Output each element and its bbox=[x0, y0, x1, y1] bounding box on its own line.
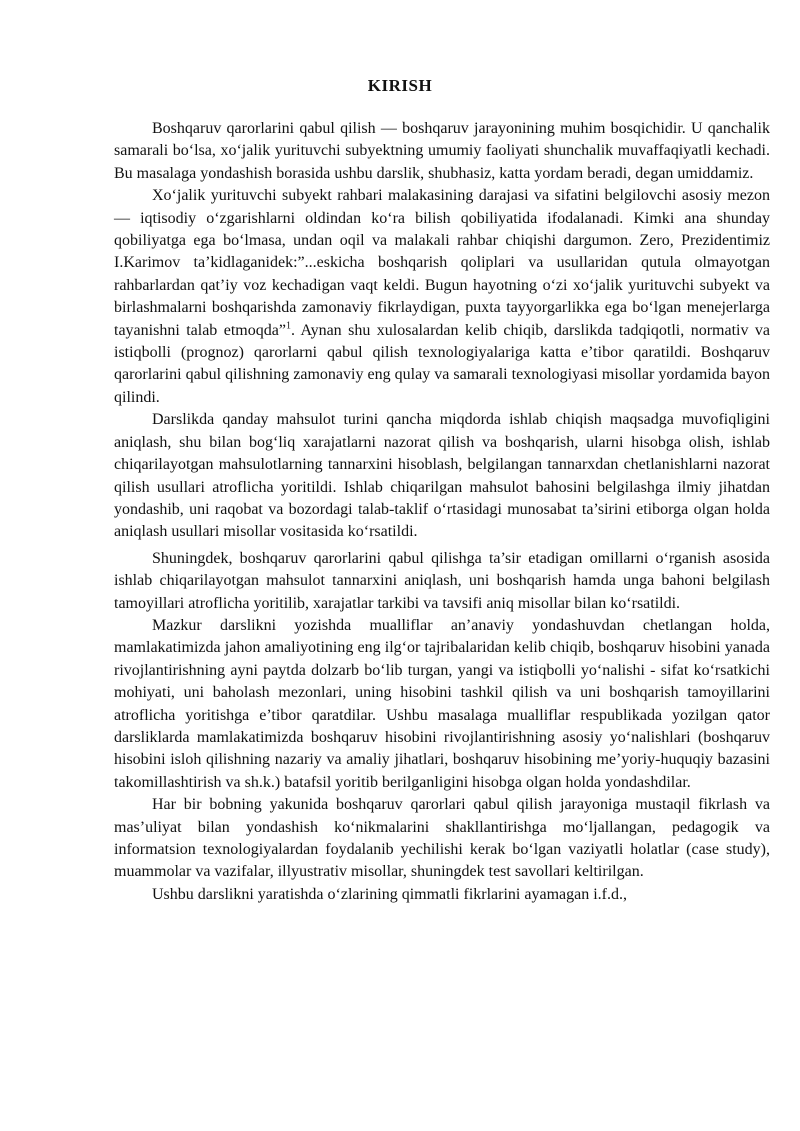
paragraph-3: Darslikda qanday mahsulot turini qancha miqdorda ishlab chiqish maqsadga muvofiqligini aniqlash, shu bilan bog‘liq xarajatlarni nazorat qilish va boshqarish, ularni hisobga olish, ishlab chiqarilayotgan mahsulotlarning tannarxini hisoblash, belgilangan tannarxdan chetlanishlarni nazorat qilish usullari atroflicha yoritildi. Ishlab chiqarilgan mahsulot bahosini belgilashga ilmiy jihatdan yondashib, uni raqobat va bozordagi talab-taklif o‘rtasidagi munosabat ta’sirini etiborga olgan holda aniqlash usullari misollar vositasida ko‘rsatildi. bbox=[114, 411, 770, 541]
paragraph-2-text: Xo‘jalik yurituvchi subyekt rahbari malakasining darajasi va sifatini belgilovchi asosiy mezon — iqtisodiy o‘zgarishlarni oldindan ko‘ra bilish qobiliyatida ifodalanadi. Kimki ana shunday qobiliyatga ega bo‘lmasa, undan oqil va malakali rahbar chiqishi dargumon. Zero, Prezidentimiz I.Karimov ta’kidlaganidek:”...eskicha boshqarish qoliplari va usullaridan qutula olmayotgan rahbarlardan qat’iy voz kechadigan vaqt keldi. Bugun hayotning o‘zi xo‘jalik yurituvchi subyekt va birlashmalarni boshqarishda zamonaviy fikrlaydigan, puxta tayyorgarlikka ega bo‘lgan menejerlarga tayanishni talab etmoqda” bbox=[114, 187, 770, 339]
paragraph-6: Har bir bobning yakunida boshqaruv qarorlari qabul qilish jarayoniga mustaqil fikrlash va mas’uliyat bilan yondashish ko‘nikmalarini shakllantirishga mo‘ljallangan, pedagogik va informatsion texnologiyalardan foydalanib yechilishi kerak bo‘lgan vaziyatli holatlar (case study), muammolar va vazifalar, illyustrativ misollar, shuningdek test savollari keltirilgan. bbox=[114, 796, 770, 881]
paragraph-2 bbox=[114, 185, 770, 409]
paragraph-2-continuation: . Aynan shu xulosalardan kelib chiqib, darslikda tadqiqotli, normativ va istiqbolli (prognoz) qarorlarni qabul qilish texnologiyalariga katta e’tibor qaratildi. Boshqaruv qarorlarini qabul qilishning zamonaviy eng qulay va samarali texnologiyasi misollar yordamida bayon qilindi. bbox=[114, 321, 770, 406]
paragraph-4: Shuningdek, boshqaruv qarorlarini qabul qilishga ta’sir etadigan omillarni o‘rganish asosida ishlab chiqarilayotgan mahsulot tannarxini aniqlash, uni boshqarish hamda unga bahoni belgilash tamoyillari atroflicha yoritilib, xarajatlar tarkibi va tavsifi aniq misollar bilan ko‘rsatildi. bbox=[114, 549, 770, 612]
footnote-marker: 1 bbox=[285, 320, 291, 332]
paragraph-7: Ushbu darslikni yaratishda o‘zlarining qimmatli fikrlarini ayamagan i.f.d., bbox=[152, 885, 627, 903]
page-title: KIRISH bbox=[367, 76, 433, 95]
paragraph-5: Mazkur darslikni yozishda mualliflar an’anaviy yondashuvdan chetlangan holda, mamlakatimizda jahon amaliyotining eng ilg‘or tajribalaridan kelib chiqib, boshqaruv hisobini yanada rivojlantirishning ayni paytda dolzarb bo‘lib turgan, yangi va istiqbolli yo‘nalishi - sifat ko‘rsatkichi mohiyati, uni baholash mezonlari, uning hisobini tashkil qilish va uni boshqarish tamoyillarini atroflicha yoritishga e’tibor qaratdilar. Ushbu masalaga mualliflar respublikada yozilgan qator darsliklarda mamlakatimizda boshqaruv hisobini rivojlantirishning asosiy yo‘nalishlari (boshqaruv hisobini isloh qilishning nazariy va amaliy jihatlari, boshqaruv hisobining me’yoriy-huquqiy bazasini takomillashtirish va sh.k.) batafsil yoritib berilganligini hisobga olgan holda yondashdilar. bbox=[114, 616, 770, 791]
document-body bbox=[114, 118, 770, 906]
paragraph-1: Boshqaruv qarorlarini qabul qilish — boshqaruv jarayonining muhim bosqichidir. U qanchalik samarali bo‘lsa, xo‘jalik yurituvchi subyektning umumiy faoliyati shunchalik muvaffaqiyatli kechadi. Bu masalaga yondashish borasida ushbu darslik, shubhasiz, katta yordam beradi, degan umiddamiz. bbox=[114, 120, 770, 182]
